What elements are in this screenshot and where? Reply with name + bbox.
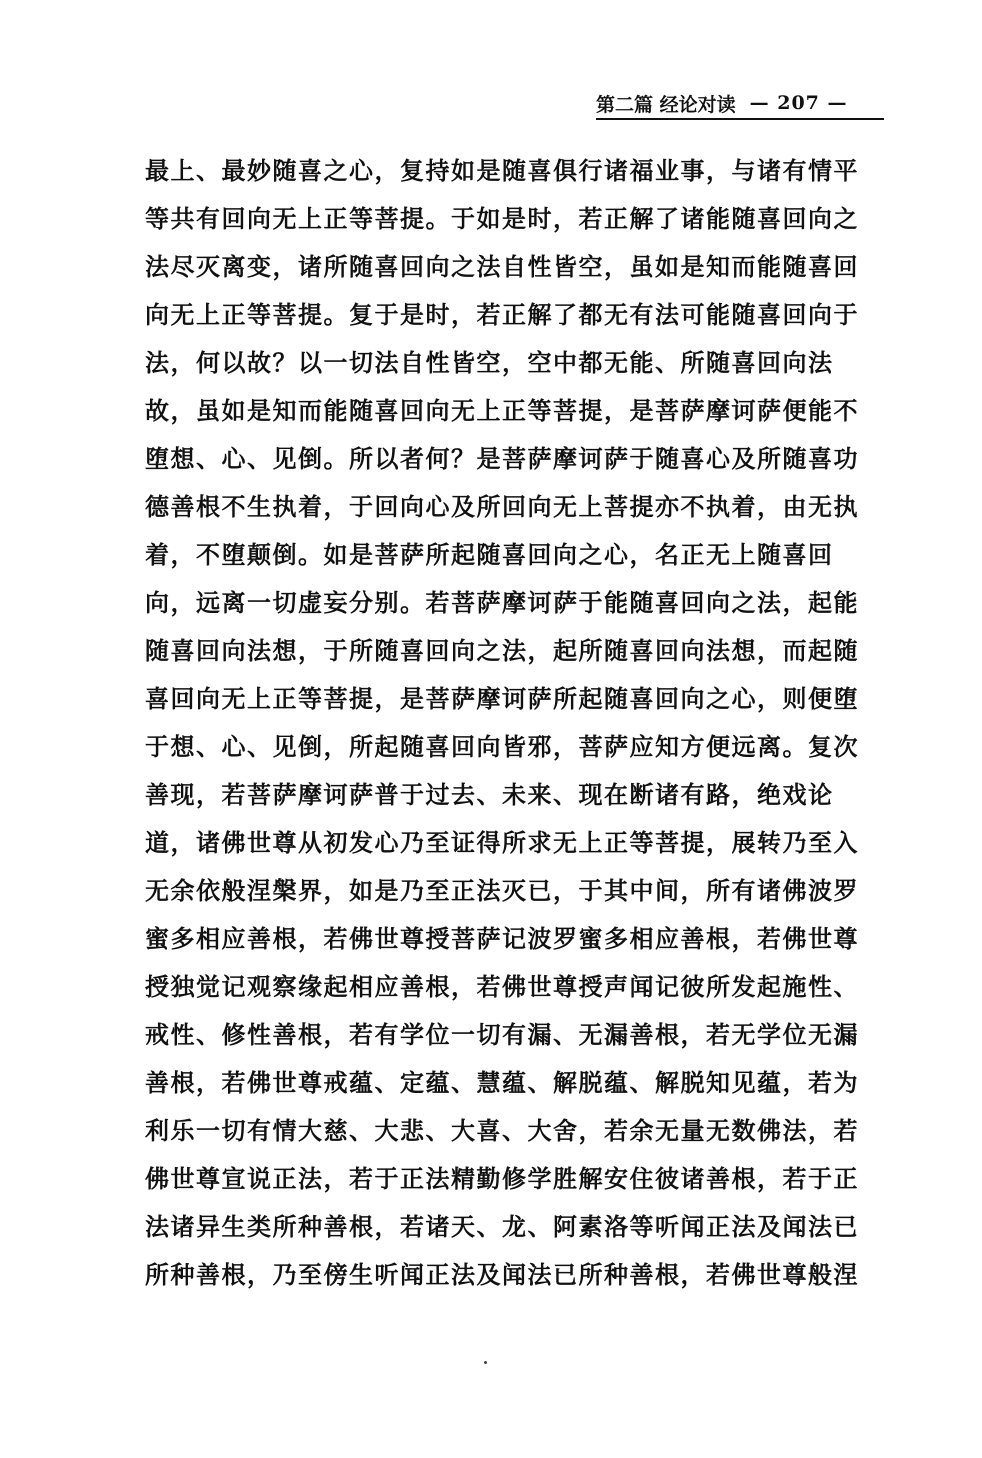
text-line: 所种善根，乃至傍生听闻正法及闻法已所种善根，若佛世尊般涅 — [145, 1261, 859, 1289]
page-number: — 207 — — [749, 92, 848, 114]
text-line: 善现，若菩萨摩诃萨普于过去、未来、现在断诸有路，绝戏论 — [145, 781, 834, 809]
text-line: 德善根不生执着，于回向心及所回向无上菩提亦不执着，由无执 — [145, 493, 859, 521]
text-line: 向无上正等菩提。复于是时，若正解了都无有法可能随喜回向于 — [145, 301, 859, 329]
text-line: 无余依般涅槃界，如是乃至正法灭已，于其中间，所有诸佛波罗 — [145, 877, 859, 905]
text-line: 利乐一切有情大慈、大悲、大喜、大舍，若余无量无数佛法，若 — [145, 1117, 859, 1145]
body-text — [145, 147, 885, 1299]
text-line: 喜回向无上正等菩提，是菩萨摩诃萨所起随喜回向之心，则便堕 — [145, 685, 859, 713]
text-line: 最上、最妙随喜之心，复持如是随喜俱行诸福业事，与诸有情平 — [145, 157, 859, 185]
text-line: 法，何以故？以一切法自性皆空，空中都无能、所随喜回向法 — [145, 349, 834, 377]
text-line: 等共有回向无上正等菩提。于如是时，若正解了诸能随喜回向之 — [145, 205, 859, 233]
text-line: 蜜多相应善根，若佛世尊授菩萨记波罗蜜多相应善根，若佛世尊 — [145, 925, 859, 953]
text-line: 着，不堕颠倒。如是菩萨所起随喜回向之心，名正无上随喜回 — [145, 541, 834, 569]
running-header — [596, 88, 884, 120]
text-line: 于想、心、见倒，所起随喜回向皆邪，菩萨应知方便远离。复次 — [145, 733, 859, 761]
text-line: 向，远离一切虚妄分别。若菩萨摩诃萨于能随喜回向之法，起能 — [145, 589, 859, 617]
text-line: 授独觉记观察缘起相应善根，若佛世尊授声闻记彼所发起施性、 — [145, 973, 859, 1001]
scan-speck — [484, 1361, 487, 1364]
text-line: 法尽灭离变，诸所随喜回向之法自性皆空，虽如是知而能随喜回 — [145, 253, 859, 281]
text-line: 随喜回向法想，于所随喜回向之法，起所随喜回向法想，而起随 — [145, 637, 859, 665]
text-line: 戒性、修性善根，若有学位一切有漏、无漏善根，若无学位无漏 — [145, 1021, 859, 1049]
text-line: 佛世尊宣说正法，若于正法精勤修学胜解安住彼诸善根，若于正 — [145, 1165, 859, 1193]
text-line: 法诸异生类所种善根，若诸天、龙、阿素洛等听闻正法及闻法已 — [145, 1213, 859, 1241]
section-title: 第二篇 经论对读 — [596, 93, 736, 116]
text-line: 道，诸佛世尊从初发心乃至证得所求无上正等菩提，展转乃至入 — [145, 829, 859, 857]
text-line: 堕想、心、见倒。所以者何？是菩萨摩诃萨于随喜心及所随喜功 — [145, 445, 859, 473]
text-line: 故，虽如是知而能随喜回向无上正等菩提，是菩萨摩诃萨便能不 — [145, 397, 859, 425]
text-line: 善根，若佛世尊戒蕴、定蕴、慧蕴、解脱蕴、解脱知见蕴，若为 — [145, 1069, 859, 1097]
